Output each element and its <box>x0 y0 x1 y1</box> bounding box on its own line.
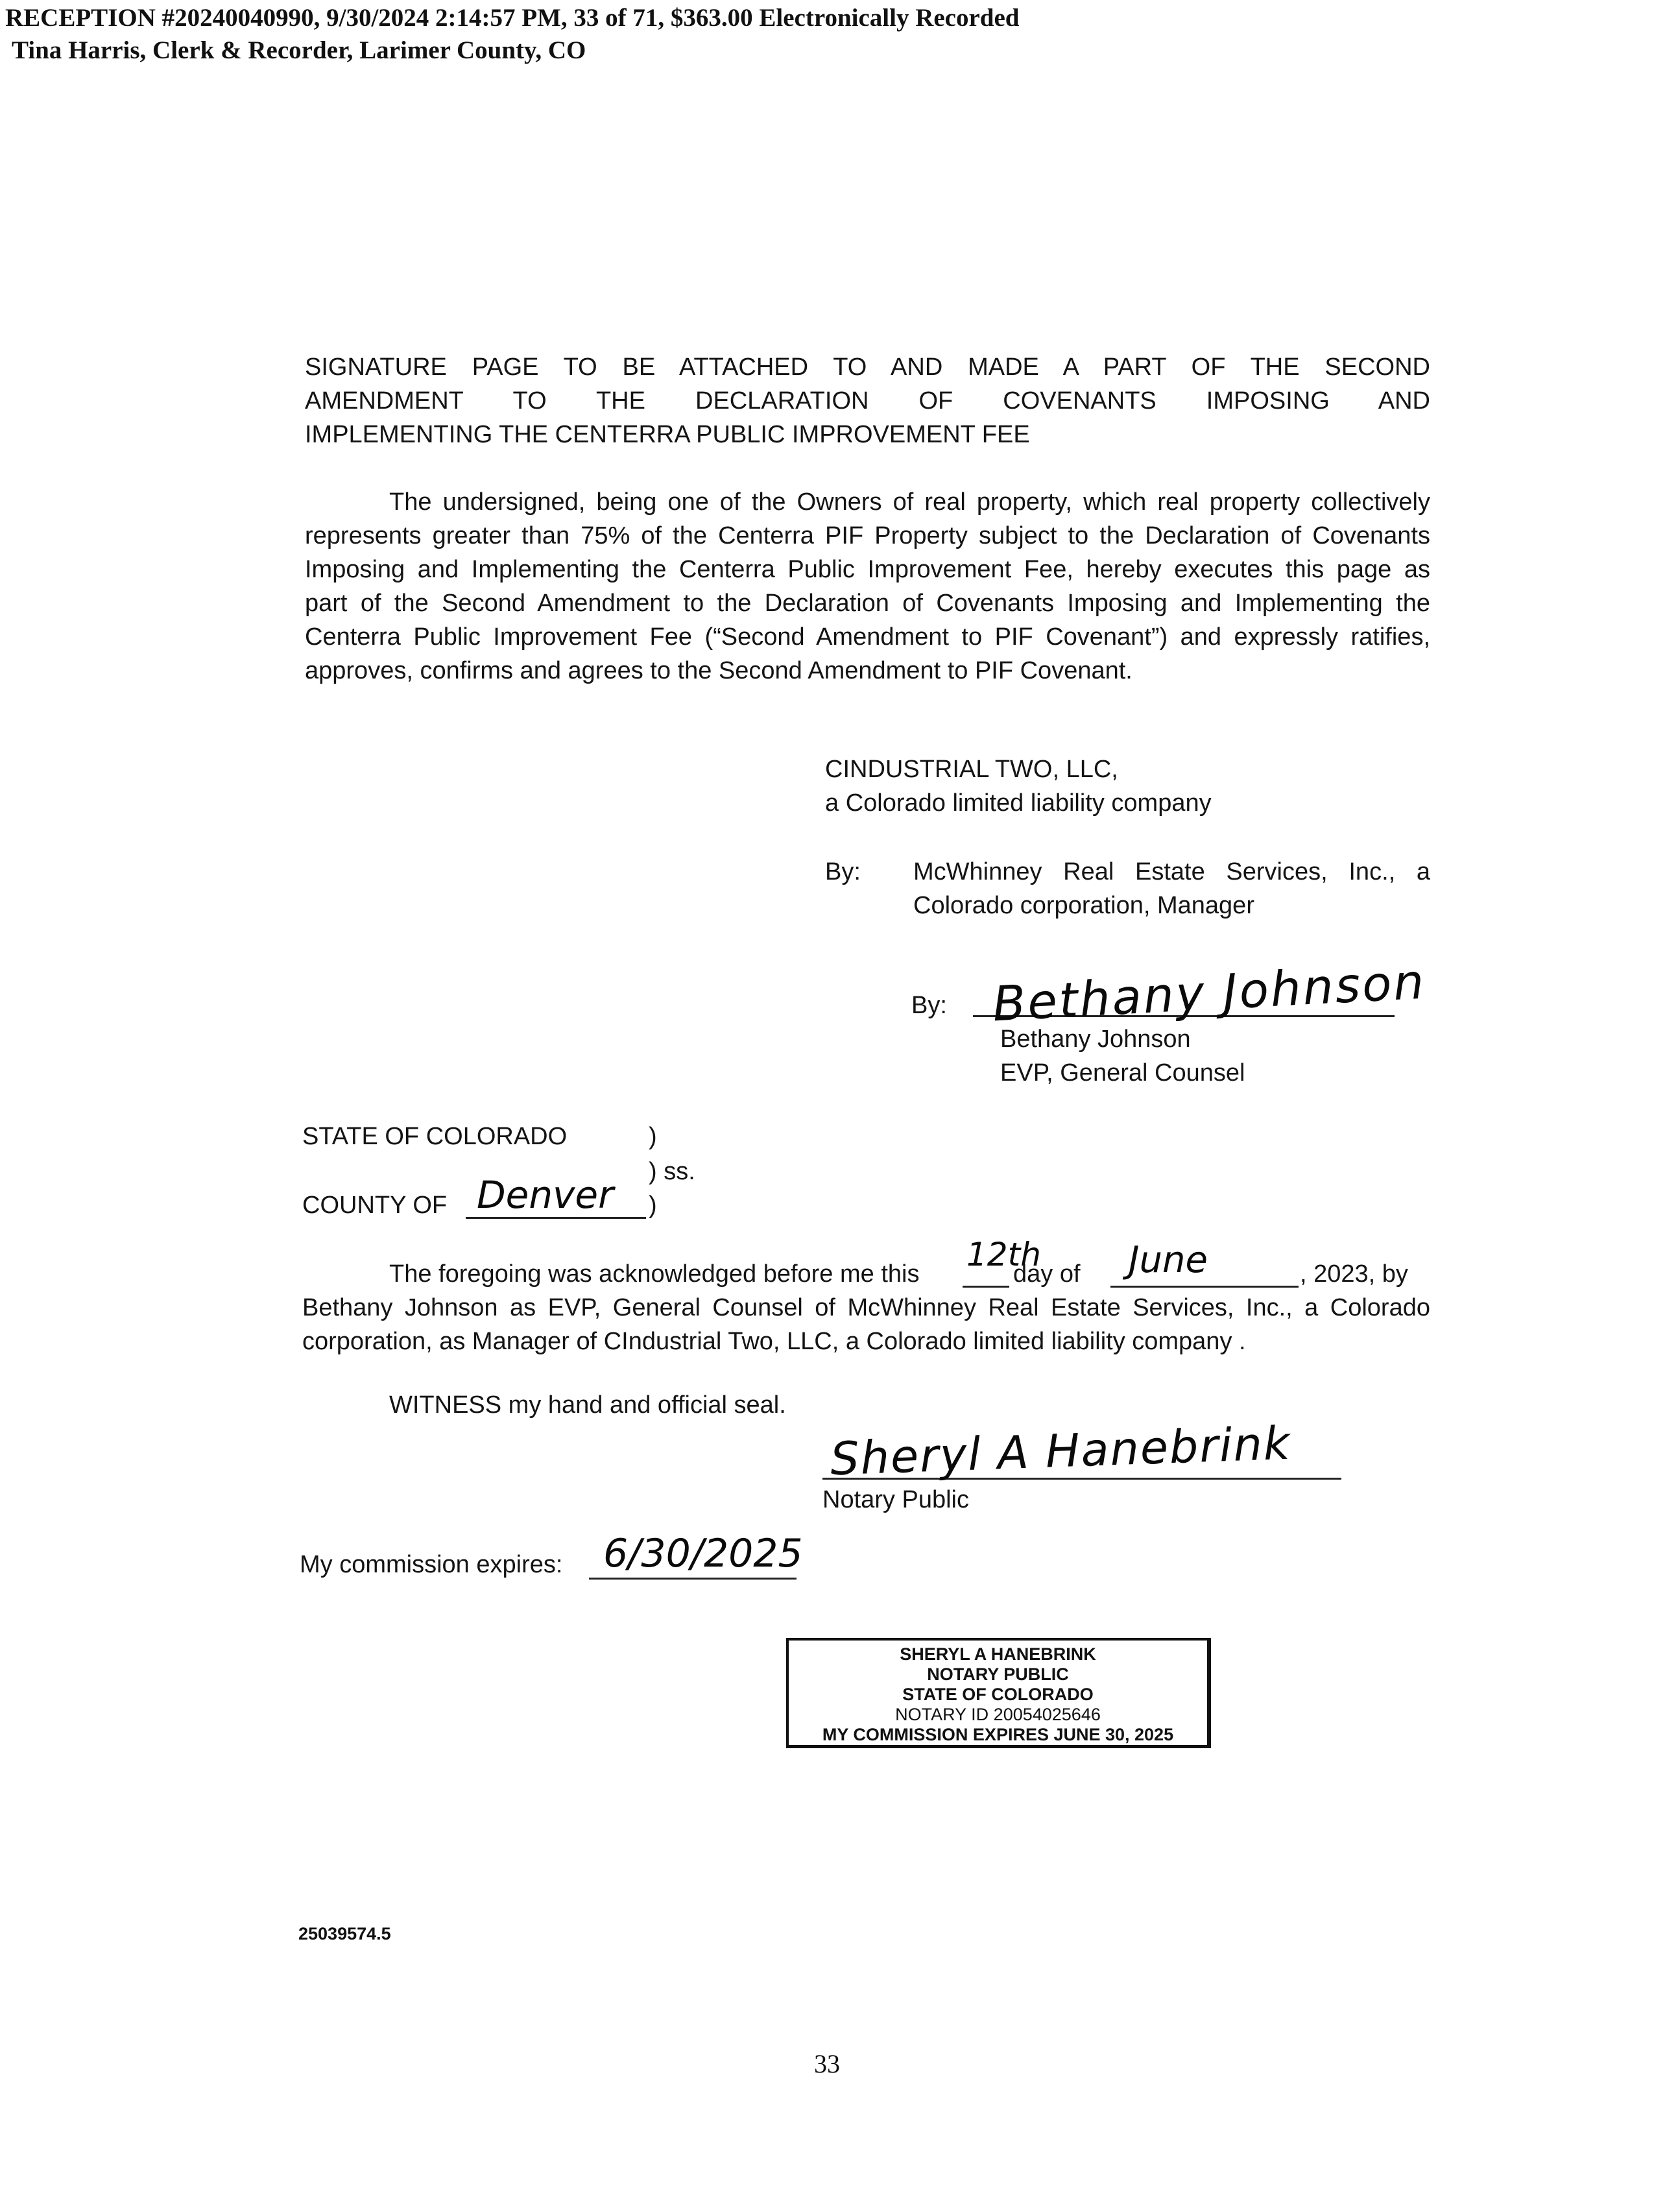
notary-public-label: Notary Public <box>822 1486 969 1513</box>
by-label: By: <box>825 858 861 885</box>
recording-header-line1: RECEPTION #20240040990, 9/30/2024 2:14:57 PM, 33 of 71, $363.00 Electronically Recorded <box>5 4 1020 32</box>
manager-line-2: Colorado corporation, Manager <box>913 892 1254 919</box>
by2-label: By: <box>911 992 947 1019</box>
commission-line <box>589 1578 797 1580</box>
ack-year-by: , 2023, by <box>1300 1260 1408 1288</box>
company-description: a Colorado limited liability company <box>825 789 1212 817</box>
title-line-3: IMPLEMENTING THE CENTERRA PUBLIC IMPROVEMENT FEE <box>305 421 1030 448</box>
company-name: CINDUSTRIAL TWO, LLC, <box>825 756 1118 783</box>
venue-county-label: COUNTY OF <box>302 1192 448 1219</box>
paragraph-line-4: part of the Second Amendment to the Declaration of Covenants Imposing and Implementing the <box>305 590 1430 617</box>
paragraph-line-1: The undersigned, being one of the Owners of real property, which real property collectively <box>389 488 1430 516</box>
ack-pre: The foregoing was acknowledged before me this <box>389 1260 920 1288</box>
commission-handwritten: 6/30/2025 <box>603 1531 803 1576</box>
recording-header-line2: Tina Harris, Clerk & Recorder, Larimer County, CO <box>12 36 586 64</box>
manager-line-1: McWhinney Real Estate Services, Inc., a <box>913 858 1430 885</box>
county-line <box>466 1217 646 1219</box>
day-handwritten: 12th <box>966 1236 1041 1273</box>
venue-paren-3: ) <box>649 1192 657 1219</box>
title-line-1: SIGNATURE PAGE TO BE ATTACHED TO AND MADE A PART OF THE SECOND <box>305 354 1430 381</box>
venue-state: STATE OF COLORADO <box>302 1123 568 1150</box>
page-number: 33 <box>814 2049 840 2078</box>
ack-day-of: day of <box>1013 1260 1081 1288</box>
day-line <box>963 1286 1009 1288</box>
witness-line: WITNESS my hand and official seal. <box>389 1391 786 1419</box>
document-title <box>305 350 1430 451</box>
stamp-line-5: MY COMMISSION EXPIRES JUNE 30, 2025 <box>822 1725 1174 1744</box>
notary-stamp <box>786 1638 1211 1748</box>
stamp-line-1: SHERYL A HANEBRINK <box>900 1644 1096 1664</box>
signer-title: EVP, General Counsel <box>1000 1059 1245 1087</box>
signer-signature: Bethany Johnson <box>991 954 1428 1033</box>
stamp-line-4: NOTARY ID 20054025646 <box>895 1705 1101 1724</box>
body-paragraph <box>305 485 1430 688</box>
notary-signature: Sheryl A Hanebrink <box>829 1416 1292 1486</box>
commission-label: My commission expires: <box>300 1551 563 1578</box>
month-handwritten: June <box>1129 1239 1208 1281</box>
ack-line-3: corporation, as Manager of CIndustrial Two, LLC, a Colorado limited liability company . <box>302 1328 1246 1355</box>
ack-line-2: Bethany Johnson as EVP, General Counsel of McWhinney Real Estate Services, Inc., a Colorado <box>302 1294 1430 1321</box>
paragraph-line-2: represents greater than 75% of the Centerra PIF Property subject to the Declaration of Covenants <box>305 522 1430 549</box>
venue-paren-1: ) <box>649 1123 657 1150</box>
county-handwritten: Denver <box>477 1173 614 1217</box>
venue-ss: ) ss. <box>649 1158 695 1185</box>
title-line-2: AMENDMENT TO THE DECLARATION OF COVENANTS IMPOSING AND <box>305 387 1430 415</box>
stamp-line-2: NOTARY PUBLIC <box>927 1665 1069 1684</box>
paragraph-line-6: approves, confirms and agrees to the Second Amendment to PIF Covenant. <box>305 657 1133 684</box>
paragraph-line-5: Centerra Public Improvement Fee (“Second Amendment to PIF Covenant”) and expressly ratifies, <box>305 623 1430 651</box>
month-line <box>1110 1286 1299 1288</box>
signer-name: Bethany Johnson <box>1000 1026 1191 1053</box>
paragraph-line-3: Imposing and Implementing the Centerra Public Improvement Fee, hereby executes this page as <box>305 556 1430 583</box>
stamp-line-3: STATE OF COLORADO <box>902 1685 1094 1704</box>
document-number: 25039574.5 <box>298 1924 391 1943</box>
